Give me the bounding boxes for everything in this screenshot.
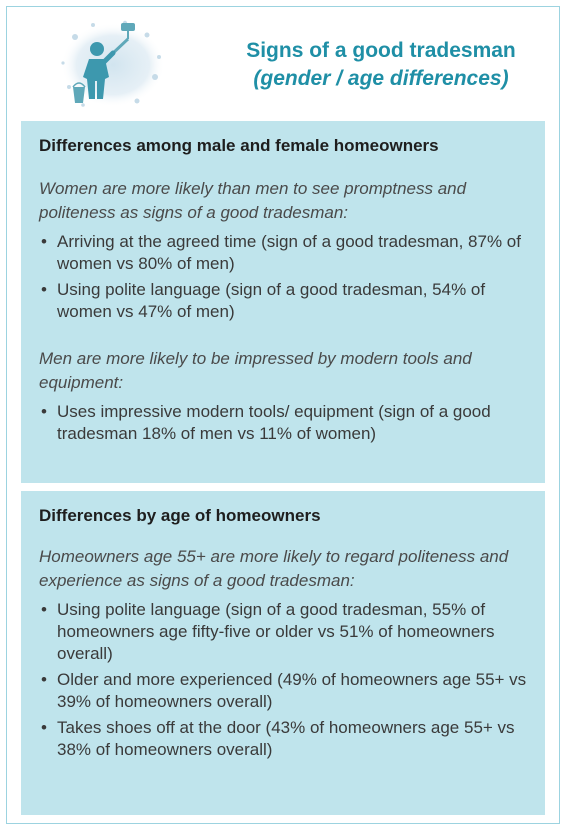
list-item: • Arriving at the agreed time (sign of a good tradesman, 87% of women vs 80% of men) [41,232,521,273]
list-item: • Using polite language (sign of a good tradesman, 54% of women vs 47% of men) [41,280,486,321]
title-line-2: (gender / age differences) [253,67,509,90]
list-item: • Using polite language (sign of a good tradesman, 55% of homeowners age fifty-five or older vs 51% of homeowners overall) [41,600,495,663]
list-item: • Uses impressive modern tools/ equipment (sign of a good tradesman 18% of men vs 11% of women) [41,402,491,443]
list-item: • Older and more experienced (49% of homeowners age 55+ vs 39% of homeowners overall) [41,670,527,711]
infographic-frame [6,6,560,824]
age-intro: Homeowners age 55+ are more likely to regard politeness and experience as signs of a good tradesman: [39,547,509,590]
women-bullet-list [39,231,529,323]
gender-differences-panel [21,121,545,483]
age-section-heading: Differences by age of homeowners [39,506,321,525]
title-line-1: Signs of a good tradesman [246,39,516,62]
age-differences-panel [21,491,545,815]
list-item: • Takes shoes off at the door (43% of homeowners age 55+ vs 38% of homeowners overall) [41,718,515,759]
painter-with-roller-icon [47,17,167,115]
women-intro: Women are more likely than men to see promptness and politeness as signs of a good tradesman: [39,179,467,222]
title [221,37,541,93]
header [7,7,559,119]
gender-section-heading: Differences among male and female homeowners [39,136,439,155]
men-bullet-list [39,401,529,445]
men-intro: Men are more likely to be impressed by modern tools and equipment: [39,349,472,392]
age-bullet-list [39,599,529,761]
